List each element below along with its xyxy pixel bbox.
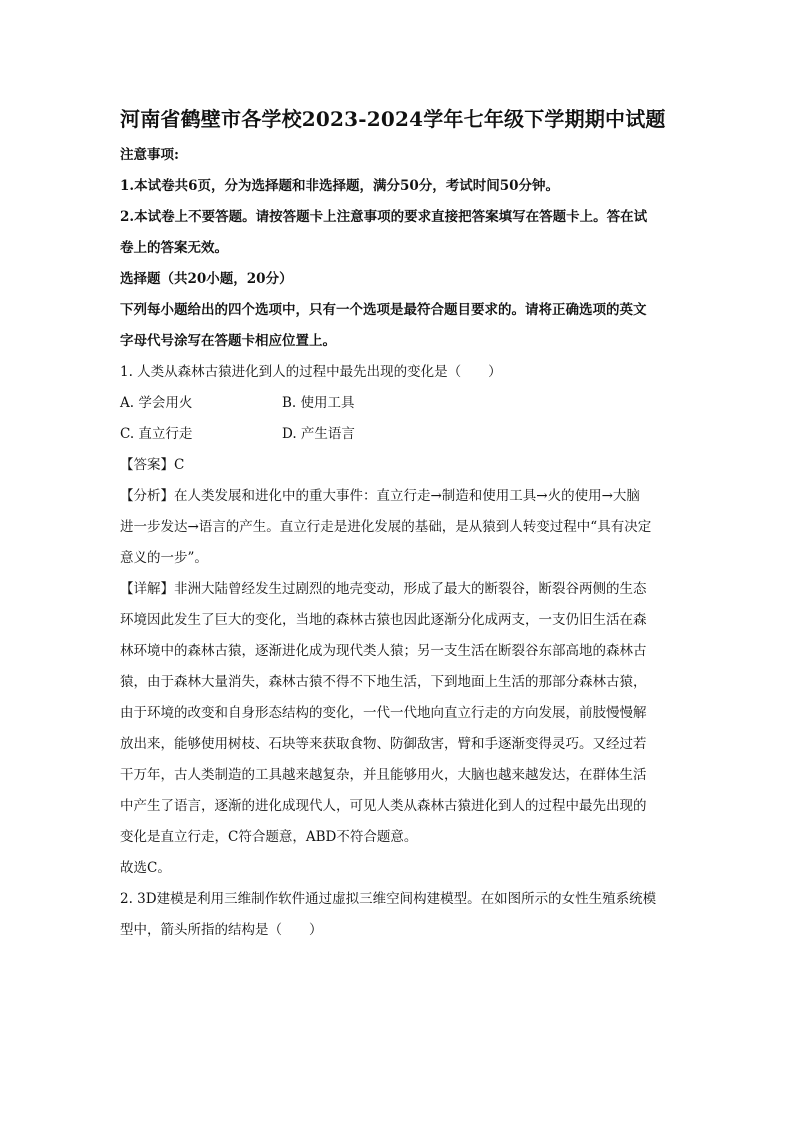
question-1-options [120, 388, 676, 450]
option-row-1 [120, 388, 676, 419]
notice-item-1: 1.本试卷共6页，分为选择题和非选择题，满分50分，考试时间50分钟。 [120, 178, 560, 194]
answer-line: 【答案】C [120, 457, 185, 473]
option-d: D. 产生语言 [282, 426, 355, 442]
question-2-stem-line-2: 型中，箭头所指的结构是（ ） [120, 922, 323, 938]
detail-line: 放出来，能够使用树枝、石块等来获取食物、防御敌害，臂和手逐渐变得灵巧。又经过若 [120, 736, 647, 752]
option-c: C. 直立行走 [120, 426, 193, 442]
analysis-line-3: 意义的一步”。 [120, 550, 208, 566]
notice-item-2-line-1: 2.本试卷上不要答题。请按答题卡上注意事项的要求直接把答案填写在答题卡上。答在试 [120, 209, 648, 225]
detail-line: 变化是直立行走，C符合题意，ABD不符合题意。 [120, 829, 418, 845]
analysis-line-2: 进一步发达→语言的产生。直立行走是进化发展的基础，是从猿到人转变过程中“具有决定 [120, 519, 652, 535]
detail-line: 林环境中的森林古猿，逐渐进化成为现代类人猿；另一支生活在断裂谷东部高地的森林古 [120, 643, 647, 659]
notice-heading: 注意事项: [120, 147, 179, 163]
page-title: 河南省鹤壁市各学校2023-2024学年七年级下学期期中试题 [120, 107, 666, 131]
notice-item-2-line-2: 卷上的答案无效。 [120, 240, 228, 256]
question-1-explanation [120, 450, 676, 946]
question-1-stem-block [120, 357, 676, 388]
detail-line: 干万年，古人类制造的工具越来越复杂，并且能够用火，大脑也越来越发达，在群体生活 [120, 767, 647, 783]
option-row-2 [120, 419, 676, 450]
detail-line: 环境因此发生了巨大的变化，当地的森林古猿也因此逐渐分化成两支，一支仍旧生活在森 [120, 612, 647, 628]
section-heading: 选择题（共20小题，20分） [120, 271, 293, 287]
section-instruction-line-1: 下列每小题给出的四个选项中，只有一个选项是最符合题目要求的。请将正确选项的英文 [120, 302, 647, 318]
section-instruction-line-2: 字母代号涂写在答题卡相应位置上。 [120, 333, 336, 349]
option-a: A. 学会用火 [120, 395, 193, 411]
question-2-stem-line-1: 2. 3D建模是利用三维制作软件通过虚拟三维空间构建模型。在如图所示的女性生殖系统模 [120, 891, 657, 907]
detail-line: 中产生了语言，逐渐的进化成现代人，可见人类从森林古猿进化到人的过程中最先出现的 [120, 798, 647, 814]
notice-block [120, 140, 676, 357]
question-1-stem: 1. 人类从森林古猿进化到人的过程中最先出现的变化是（ ） [120, 364, 502, 380]
analysis-line-1: 【分析】在人类发展和进化中的重大事件：直立行走→制造和使用工具→火的使用→大脑 [120, 488, 640, 504]
detail-line: 由于环境的改变和自身形态结构的变化，一代一代地向直立行走的方向发展，前肢慢慢解 [120, 705, 647, 721]
detail-line: 【详解】非洲大陆曾经发生过剧烈的地壳变动，形成了最大的断裂谷，断裂谷两侧的生态 [120, 581, 647, 597]
detail-line: 猿，由于森林大量消失，森林古猿不得不下地生活，下到地面上生活的那部分森林古猿， [120, 674, 647, 690]
option-b: B. 使用工具 [282, 395, 355, 411]
conclusion-line: 故选C。 [120, 860, 171, 876]
